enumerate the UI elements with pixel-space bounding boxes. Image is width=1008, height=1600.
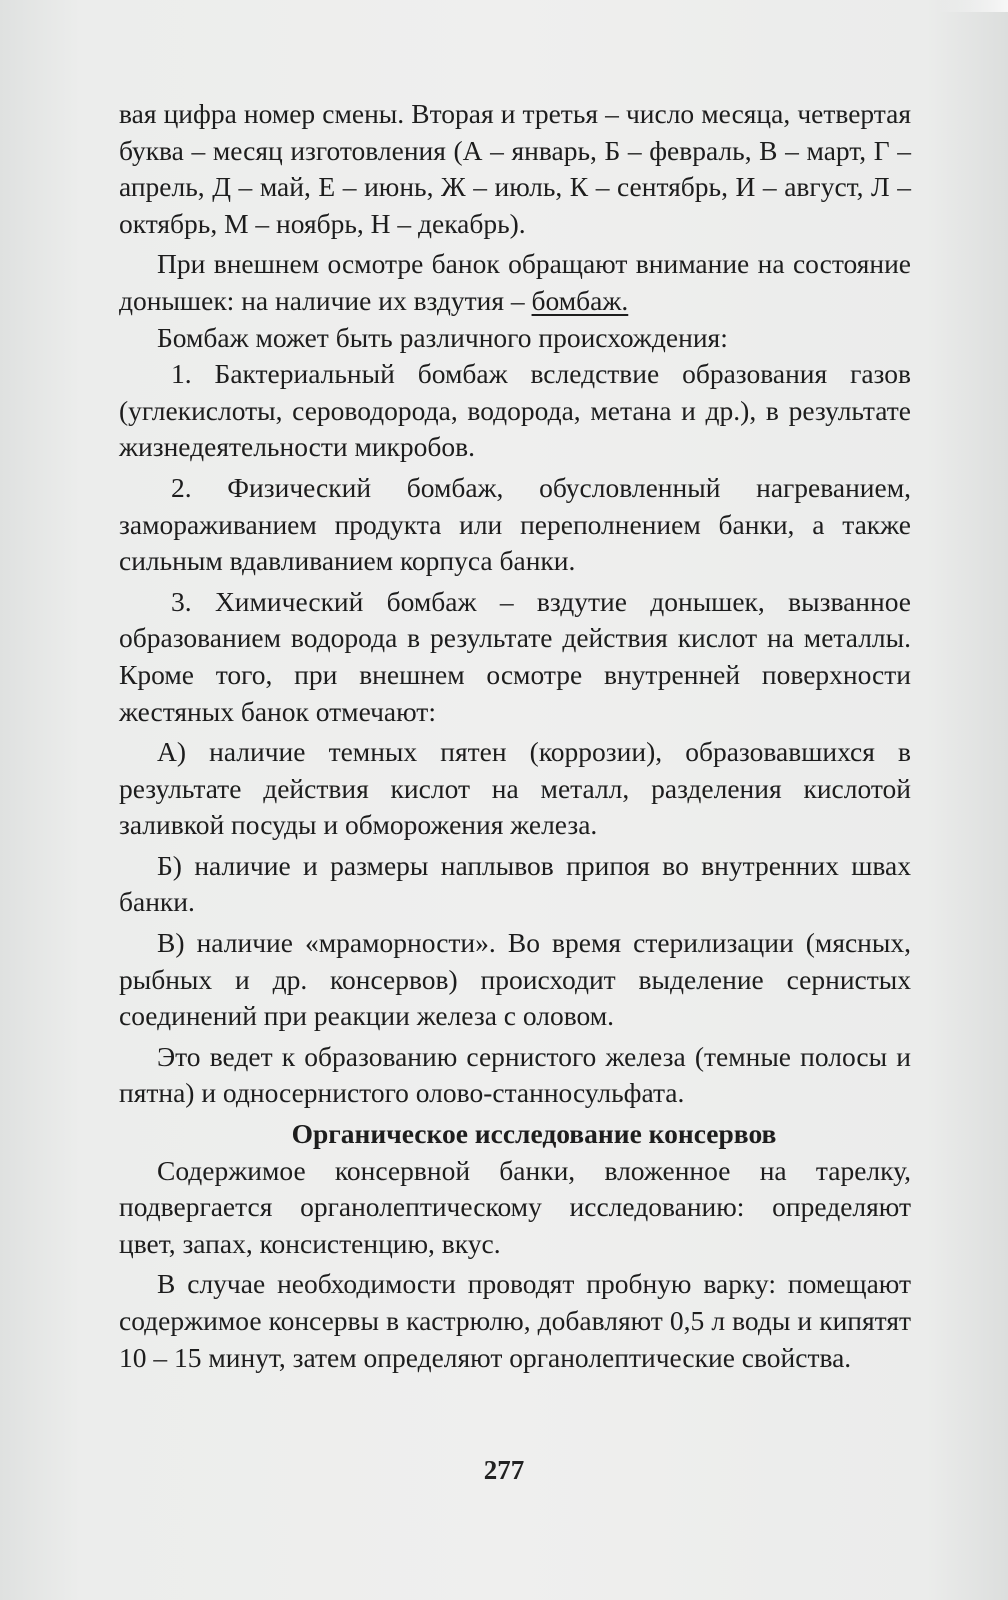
paragraph-month-codes: вая цифра номер смены. Вторая и третья – число месяца, четвертая буква – месяц изготовления (А – январь, Б – февраль, В – март, Г – апрель, Д – май, Е – июнь, Ж – июль, К – сентябрь, И – август, Л – октябрь, М – ноябрь, Н – декабрь). — [119, 98, 911, 239]
paragraph-external-inspection — [119, 246, 911, 319]
list-item-chemical-bombazh: 3. Химический бомбаж – вздутие донышек, вызванное образованием водорода в результате действия кислот на металлы. Кроме того, при внешнем осмотре внутренней поверхности жестяных банок отмечают: — [119, 585, 911, 727]
paragraph-organoleptic: Содержимое консервной банки, вложенное на тарелку, подвергается органолептическому исследованию: определяют цвет, запах, консистенцию, вкус. — [119, 1154, 911, 1259]
section-heading: Органическое исследование консервов — [291, 1118, 777, 1150]
paragraph-bombazh-origin: Бомбаж может быть различного происхождения: — [157, 321, 728, 353]
list-item-bacterial-bombazh: 1. Бактериальный бомбаж вследствие образования газов (углекислоты, сероводорода, водорода, метана и др.), в результате жизнедеятельности микробов. — [119, 358, 911, 463]
term-bombazh: бомбаж. — [531, 284, 629, 316]
paragraph-external-inspection-text: При внешнем осмотре банок обращают внимание на состояние донышек: на наличие их вздутия – — [119, 248, 911, 316]
page-edge-highlight — [938, 0, 1008, 12]
list-item-physical-bombazh: 2. Физический бомбаж, обусловленный нагреванием, замораживанием продукта или переполнением банки, а также сильным вдавливанием корпуса банки. — [119, 471, 911, 577]
list-item-solder-flows: Б) наличие и размеры наплывов припоя во внутренних швах банки. — [119, 849, 911, 918]
paragraph-iron-sulfide: Это ведет к образованию сернистого железа (темные полосы и пятна) и односернистого олово-станносульфата. — [119, 1040, 911, 1109]
paragraph-test-boiling: В случае необходимости проводят пробную варку: помещают содержимое консервы в кастрюлю, добавляют 0,5 л воды и кипятят 10 – 15 минут, затем определяют органолептические свойства. — [119, 1268, 911, 1373]
page-number: 277 — [483, 1455, 525, 1485]
list-item-dark-spots: А) наличие темных пятен (коррозии), образовавшихся в результате действия кислот на металл, разделения кислотой заливкой посуды и обморожения железа. — [119, 736, 911, 841]
list-item-marbling: В) наличие «мраморности». Во время стерилизации (мясных, рыбных и др. консервов) происходит выделение сернистых соединений при реакции железа с оловом. — [119, 927, 911, 1032]
page-text — [119, 96, 911, 1376]
